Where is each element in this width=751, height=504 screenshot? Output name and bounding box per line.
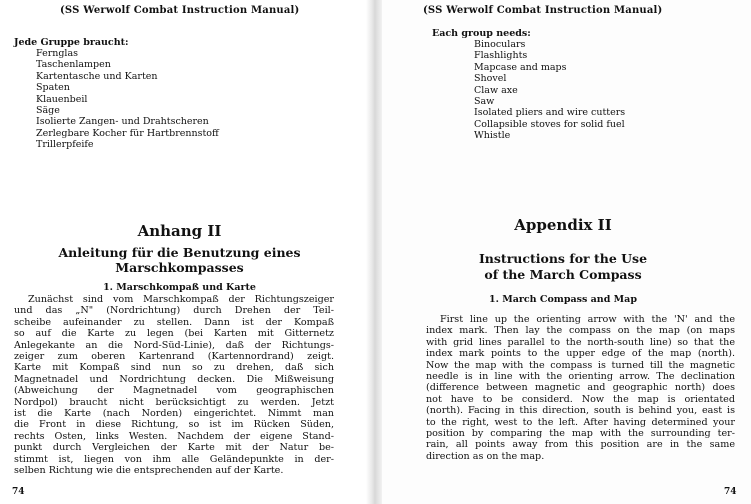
text-line: zeiger zum oberen Kartenrand (Kartennordrand) zeigt.	[14, 351, 334, 363]
left-page-german	[0, 0, 375, 504]
text-line: direction as on the map.	[426, 450, 545, 462]
list-item: Binoculars	[474, 39, 526, 50]
text-line: index mark points to the upper edge of the map (north).	[426, 348, 735, 360]
text-line: position by comparing the map with the surrounding ter-	[426, 428, 735, 440]
appendix-title: Anhang II	[137, 222, 222, 240]
text-line: with grid lines parallel to the north-south line) so that the	[426, 336, 735, 348]
page-number: 74	[724, 487, 737, 497]
list-item: Säge	[36, 105, 60, 117]
subtitle-line-2: Marschkompasses	[115, 260, 244, 275]
subtitle-line-1: Anleitung für die Benutzung eines	[58, 245, 301, 260]
text-line: (difference between magnetic and geographic north) does	[426, 382, 735, 394]
text-line: ist die Karte (nach Norden) eingerichtet. Nimmt man	[14, 408, 334, 420]
section-heading: 1. Marschkompaß und Karte	[103, 282, 256, 293]
text-line: rain, all points away from this position are in the same	[426, 439, 735, 451]
text-line: Zunächst sind vom Marschkompaß der Richtungszeiger	[28, 294, 334, 305]
list-item: Isolated pliers and wire cutters	[474, 107, 626, 119]
equipment-list	[36, 48, 219, 151]
body-text	[426, 314, 735, 462]
list-item: Mapcase and maps	[474, 61, 567, 73]
list-item: Zerlegbare Kocher für Hartbrennstoff	[36, 127, 219, 139]
text-line: (north). Facing in this direction, south is behind you, east is	[426, 405, 735, 417]
text-line: index mark. Then lay the compass on the map (on maps	[426, 325, 735, 337]
list-item: Klauenbeil	[36, 93, 88, 105]
text-line: rechts Osten, links Westen. Nachdem der eigene Stand-	[14, 430, 334, 442]
list-item: Kartentasche und Karten	[36, 70, 158, 82]
text-line: Nordpol) braucht nicht berücksichtigt zu werden. Jetzt	[14, 396, 334, 408]
appendix-title: Appendix II	[514, 216, 612, 234]
text-line: Magnetnadel und Nordrichtung decken. Die Mißweisung	[14, 373, 334, 385]
list-item: Shovel	[474, 73, 507, 85]
text-line: punkt durch Vergleichen der Karte mit der Natur be-	[14, 442, 334, 454]
text-line: First line up the orienting arrow with the 'N' and the	[440, 314, 735, 325]
list-item: Spaten	[36, 82, 70, 94]
list-item: Saw	[474, 96, 495, 108]
text-line: so auf die Karte zu legen (bei Karten mit Gitternetz	[14, 328, 334, 340]
text-line: die Front in diese Richtung, so ist im Rücken Süden,	[14, 419, 334, 431]
list-heading: Each group needs:	[432, 28, 531, 39]
list-item: Whistle	[474, 130, 511, 142]
text-line: selben Richtung wie die entsprechenden auf der Karte.	[14, 465, 284, 477]
subtitle-line-1: Instructions for the Use	[478, 251, 648, 266]
book-gutter	[366, 0, 382, 504]
text-line: to the right, west to the left. After having determined your	[426, 416, 735, 428]
list-item: Collapsible stoves for solid fuel	[474, 118, 625, 130]
equipment-list	[474, 39, 625, 142]
text-line: und das „N" (Nordrichtung) durch Drehen der Teil-	[14, 305, 334, 317]
text-line: scheibe aufeinander zu stellen. Dann ist der Kompaß	[14, 316, 334, 328]
text-line: stimmt ist, liegen von ihm alle Geländepunkte in der-	[14, 453, 334, 465]
running-header: (SS Werwolf Combat Instruction Manual)	[60, 5, 300, 16]
section-heading: 1. March Compass and Map	[489, 294, 637, 305]
body-text	[14, 294, 334, 477]
text-line: Anlegekante an die Nord-Süd-Linie), daß der Richtungs-	[14, 339, 334, 351]
running-header: (SS Werwolf Combat Instruction Manual)	[423, 5, 663, 16]
text-line: Now the map with the compass is turned till the magnetic	[426, 359, 735, 371]
list-heading: Jede Gruppe braucht:	[14, 37, 129, 48]
page-number: 74	[12, 487, 25, 497]
list-item: Taschenlampen	[36, 59, 111, 71]
text-line: not have to be considerd. Now the map is orientated	[426, 393, 735, 405]
list-item: Isolierte Zangen- und Drahtscheren	[36, 116, 209, 128]
text-line: needle is in line with the orienting arrow. The declination	[426, 371, 735, 383]
list-item: Flashlights	[474, 50, 528, 62]
list-item: Claw axe	[474, 84, 518, 96]
right-page-english	[375, 0, 751, 504]
text-line: Karte mit Kompaß sind nun so zu drehen, daß sich	[14, 362, 334, 374]
list-item: Trillerpfeife	[36, 139, 94, 151]
text-line: (Abweichung der Magnetnadel vom geographischen	[14, 385, 334, 397]
list-item: Fernglas	[36, 48, 79, 59]
subtitle-line-2: of the March Compass	[484, 267, 642, 282]
